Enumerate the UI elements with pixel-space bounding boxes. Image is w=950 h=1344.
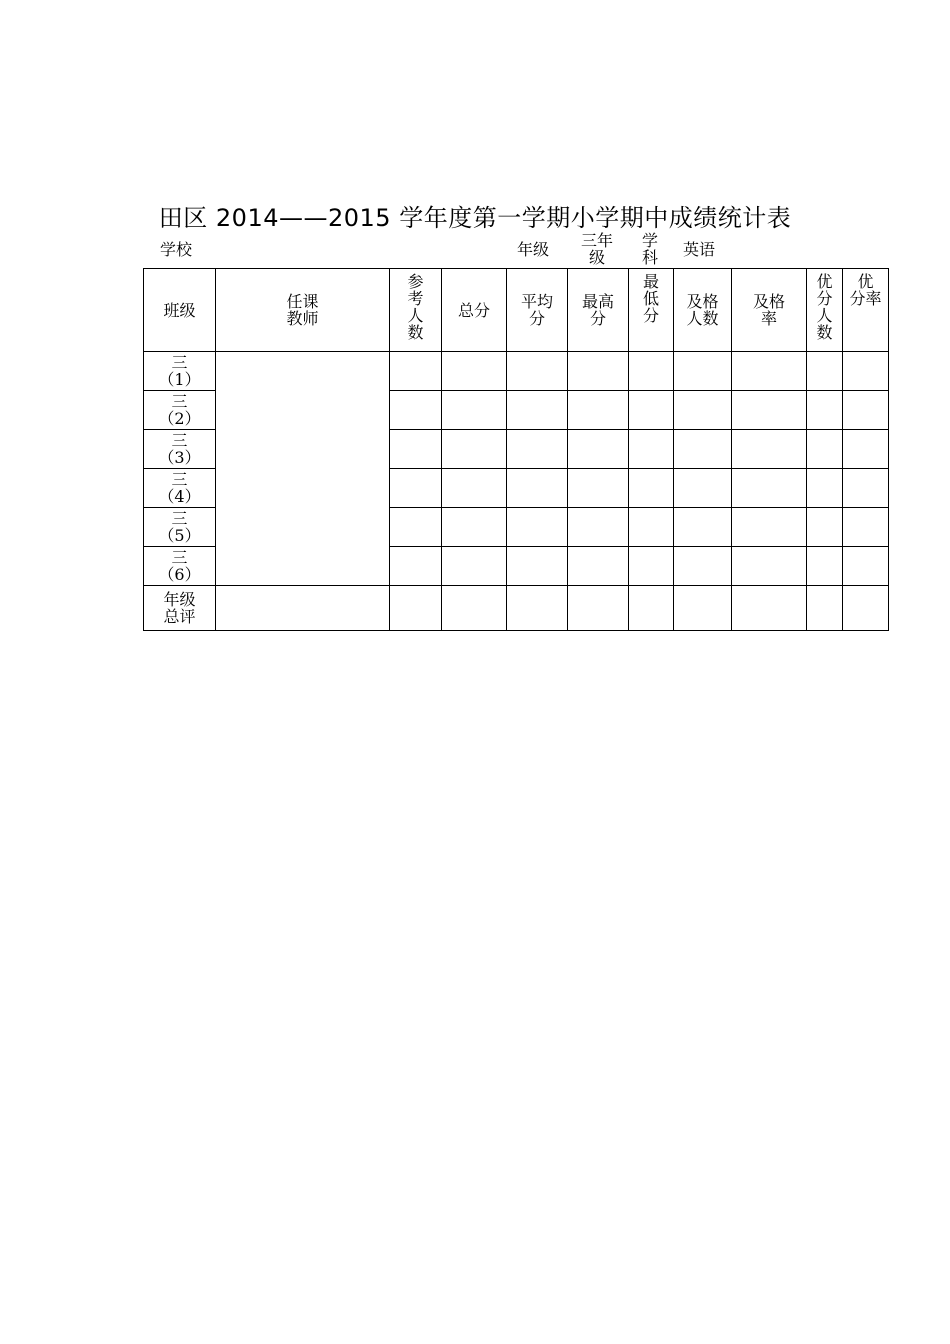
data-cell[interactable] xyxy=(390,430,442,469)
data-cell[interactable] xyxy=(674,586,732,631)
data-cell[interactable] xyxy=(843,508,889,547)
data-cell[interactable] xyxy=(674,352,732,391)
data-cell[interactable] xyxy=(390,508,442,547)
data-cell[interactable] xyxy=(442,586,507,631)
data-cell[interactable] xyxy=(442,352,507,391)
data-cell[interactable] xyxy=(390,586,442,631)
score-statistics-table xyxy=(143,268,889,631)
data-cell[interactable] xyxy=(442,547,507,586)
subject-value: 英语 xyxy=(683,240,716,259)
data-cell[interactable] xyxy=(674,547,732,586)
class-name-cell: 三 （3） xyxy=(144,430,216,469)
data-cell[interactable] xyxy=(568,391,629,430)
data-cell[interactable] xyxy=(507,391,568,430)
header-class: 班级 xyxy=(144,269,216,352)
data-cell[interactable] xyxy=(843,547,889,586)
data-cell[interactable] xyxy=(507,430,568,469)
page-title: 田区 2014——2015 学年度第一学期小学期中成绩统计表 xyxy=(158,204,792,232)
data-cell[interactable] xyxy=(442,469,507,508)
data-cell[interactable] xyxy=(390,391,442,430)
data-cell[interactable] xyxy=(843,469,889,508)
data-cell[interactable] xyxy=(807,352,843,391)
header-teacher: 任课 教师 xyxy=(216,269,390,352)
data-cell[interactable] xyxy=(807,547,843,586)
class-name-cell: 三 （6） xyxy=(144,547,216,586)
school-label: 学校 xyxy=(160,240,193,259)
data-cell[interactable] xyxy=(807,391,843,430)
data-cell[interactable] xyxy=(807,430,843,469)
data-cell[interactable] xyxy=(442,430,507,469)
data-cell[interactable] xyxy=(843,586,889,631)
grade-label: 年级 xyxy=(517,240,550,259)
class-name-cell: 三 （5） xyxy=(144,508,216,547)
data-cell[interactable] xyxy=(390,547,442,586)
data-cell[interactable] xyxy=(674,469,732,508)
data-cell[interactable] xyxy=(629,391,674,430)
data-cell[interactable] xyxy=(843,430,889,469)
data-cell[interactable] xyxy=(674,391,732,430)
data-cell[interactable] xyxy=(807,586,843,631)
data-cell[interactable] xyxy=(442,391,507,430)
data-cell[interactable] xyxy=(507,586,568,631)
data-cell[interactable] xyxy=(807,469,843,508)
grade-value: 三年 级 xyxy=(580,231,613,267)
summary-teacher-cell[interactable] xyxy=(216,586,390,631)
header-pass-count: 及格 人数 xyxy=(674,269,732,352)
data-cell[interactable] xyxy=(507,547,568,586)
data-cell[interactable] xyxy=(674,508,732,547)
data-cell[interactable] xyxy=(629,430,674,469)
data-cell[interactable] xyxy=(390,352,442,391)
data-cell[interactable] xyxy=(390,469,442,508)
data-cell[interactable] xyxy=(732,469,807,508)
data-cell[interactable] xyxy=(507,508,568,547)
teacher-cell[interactable] xyxy=(216,352,390,586)
class-name-cell: 三 （1） xyxy=(144,352,216,391)
data-cell[interactable] xyxy=(807,508,843,547)
header-total-score: 总分 xyxy=(442,269,507,352)
data-cell[interactable] xyxy=(568,469,629,508)
header-highest-score: 最高 分 xyxy=(568,269,629,352)
data-cell[interactable] xyxy=(629,352,674,391)
data-cell[interactable] xyxy=(732,352,807,391)
class-name-cell: 三 （4） xyxy=(144,469,216,508)
header-info xyxy=(143,232,888,268)
data-cell[interactable] xyxy=(568,352,629,391)
header-row xyxy=(144,269,889,352)
grade-summary-label: 年级 总评 xyxy=(144,586,216,631)
data-cell[interactable] xyxy=(732,391,807,430)
data-cell[interactable] xyxy=(568,430,629,469)
data-cell[interactable] xyxy=(507,469,568,508)
data-cell[interactable] xyxy=(568,547,629,586)
table-row xyxy=(144,352,889,391)
grade-summary-row xyxy=(144,586,889,631)
header-excellent-count: 优 分 人 数 xyxy=(807,269,843,352)
data-cell[interactable] xyxy=(674,430,732,469)
class-name-cell: 三 （2） xyxy=(144,391,216,430)
data-cell[interactable] xyxy=(629,547,674,586)
header-lowest-score: 最 低 分 xyxy=(629,269,674,352)
header-excellent-rate: 优 分率 xyxy=(843,269,889,352)
data-cell[interactable] xyxy=(732,547,807,586)
header-average-score: 平均 分 xyxy=(507,269,568,352)
data-cell[interactable] xyxy=(442,508,507,547)
data-cell[interactable] xyxy=(568,586,629,631)
data-cell[interactable] xyxy=(732,586,807,631)
data-cell[interactable] xyxy=(732,508,807,547)
data-cell[interactable] xyxy=(843,352,889,391)
data-cell[interactable] xyxy=(629,508,674,547)
data-cell[interactable] xyxy=(732,430,807,469)
data-cell[interactable] xyxy=(507,352,568,391)
data-cell[interactable] xyxy=(568,508,629,547)
data-cell[interactable] xyxy=(629,586,674,631)
data-cell[interactable] xyxy=(629,469,674,508)
header-pass-rate: 及格 率 xyxy=(732,269,807,352)
data-cell[interactable] xyxy=(843,391,889,430)
header-participants: 参 考 人 数 xyxy=(390,269,442,352)
subject-label: 学 科 xyxy=(641,231,658,267)
